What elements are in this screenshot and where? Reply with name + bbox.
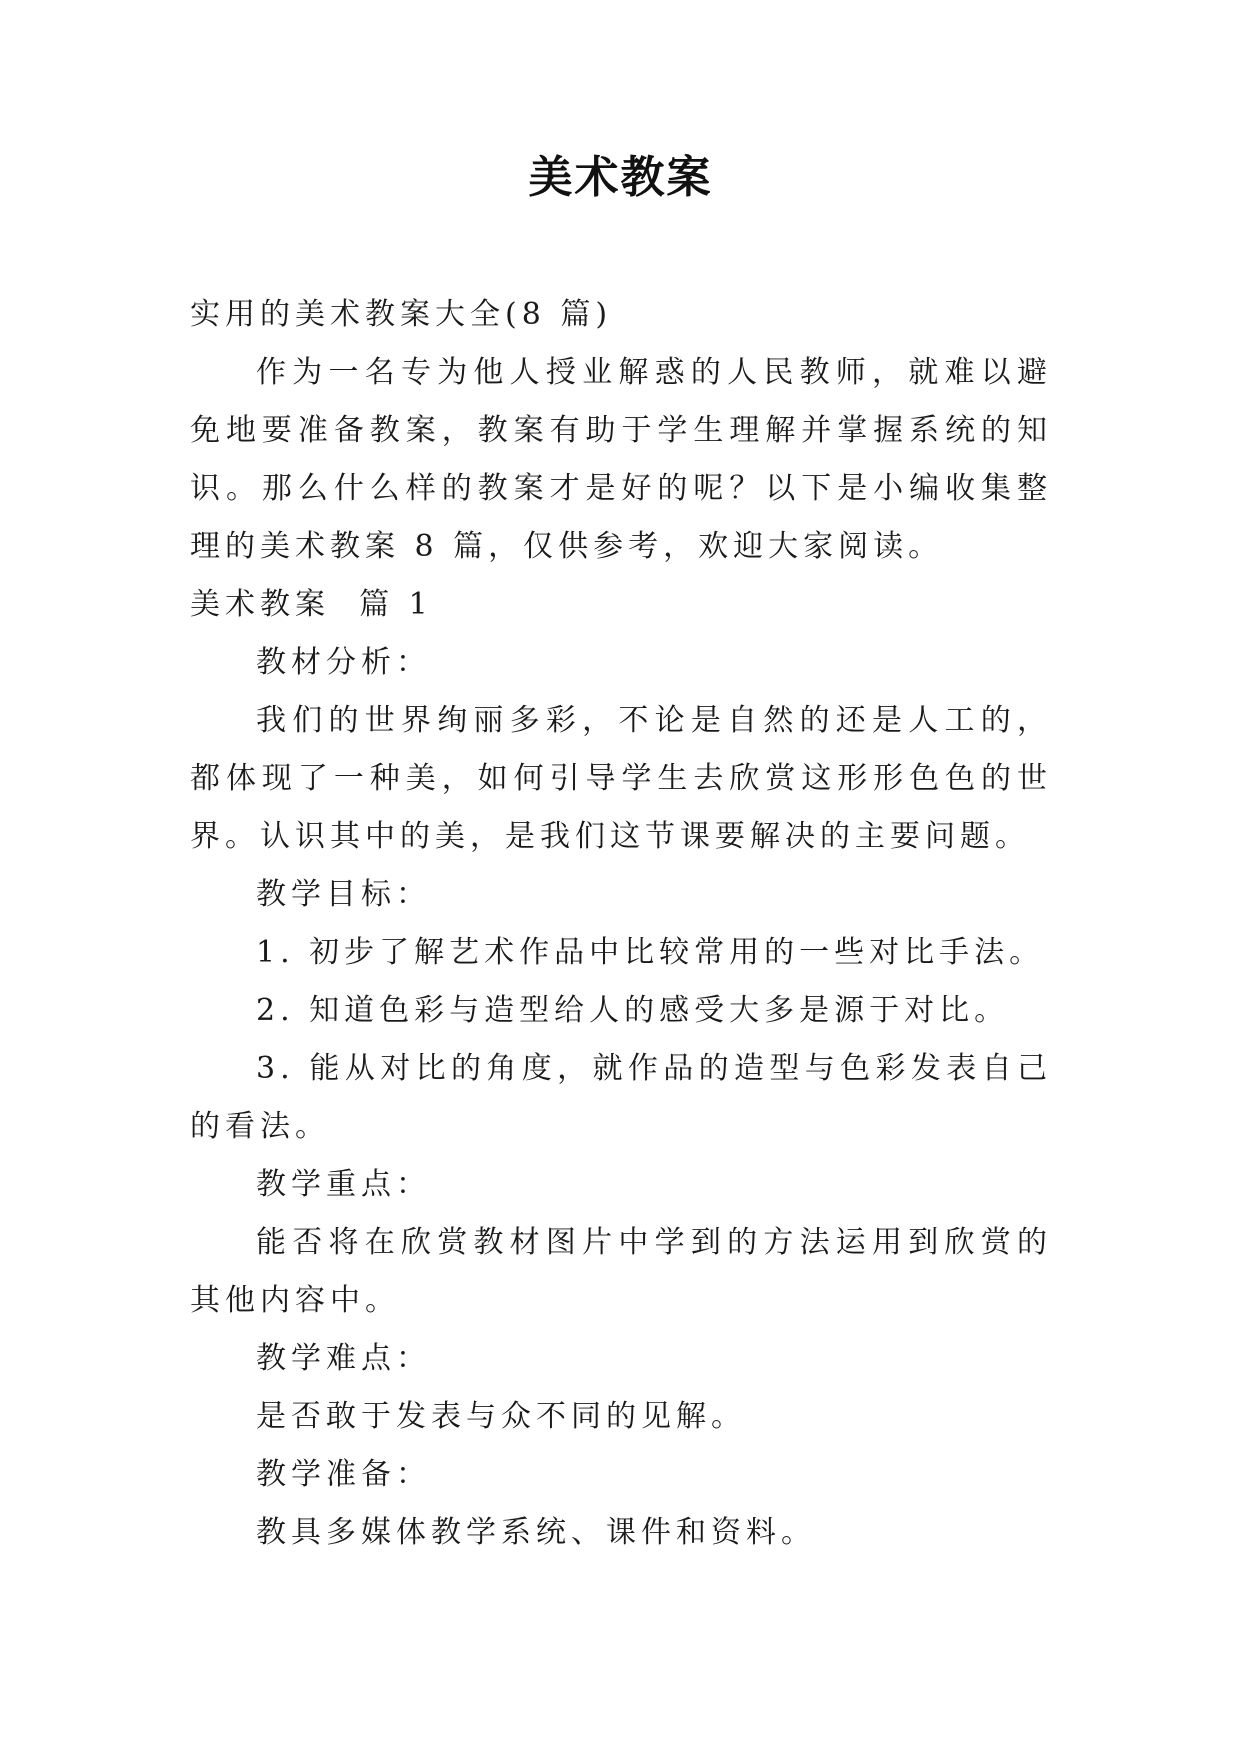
paragraph-material-analysis: 我们的世界绚丽多彩，不论是自然的还是人工的，都体现了一种美，如何引导学生去欣赏这形形色色的世界。认识其中的美，是我们这节课要解决的主要问题。 xyxy=(190,703,1052,854)
document-title: 美术教案 xyxy=(528,152,713,203)
paragraph-teaching-preparation: 教具多媒体教学系统、课件和资料。 xyxy=(256,1515,816,1550)
goal-item-3: 3. 能从对比的角度，就作品的造型与色彩发表自己的看法。 xyxy=(190,1051,1052,1144)
heading-teaching-focus: 教学重点： xyxy=(256,1167,431,1202)
document-subtitle: 实用的美术教案大全(8 篇) xyxy=(190,297,613,332)
goal-item-2: 2. 知道色彩与造型给人的感受大多是源于对比。 xyxy=(256,993,1010,1028)
paragraph-teaching-focus: 能否将在欣赏教材图片中学到的方法运用到欣赏的其他内容中。 xyxy=(190,1225,1052,1318)
intro-paragraph: 作为一名专为他人授业解惑的人民教师，就难以避免地要准备教案，教案有助于学生理解并掌握系统的知识。那么什么样的教案才是好的呢？以下是小编收集整理的美术教案 8 篇，仅供参考，欢迎大家阅读。 xyxy=(190,355,1052,564)
heading-teaching-preparation: 教学准备： xyxy=(256,1457,431,1492)
heading-material-analysis: 教材分析： xyxy=(256,645,431,680)
heading-teaching-difficulty: 教学难点： xyxy=(256,1341,431,1376)
goal-item-1: 1. 初步了解艺术作品中比较常用的一些对比手法。 xyxy=(256,935,1045,970)
section-heading: 美术教案 篇 1 xyxy=(190,587,433,622)
paragraph-teaching-difficulty: 是否敢于发表与众不同的见解。 xyxy=(256,1399,746,1434)
document-body xyxy=(190,286,1052,1562)
heading-teaching-goals: 教学目标： xyxy=(256,877,431,912)
